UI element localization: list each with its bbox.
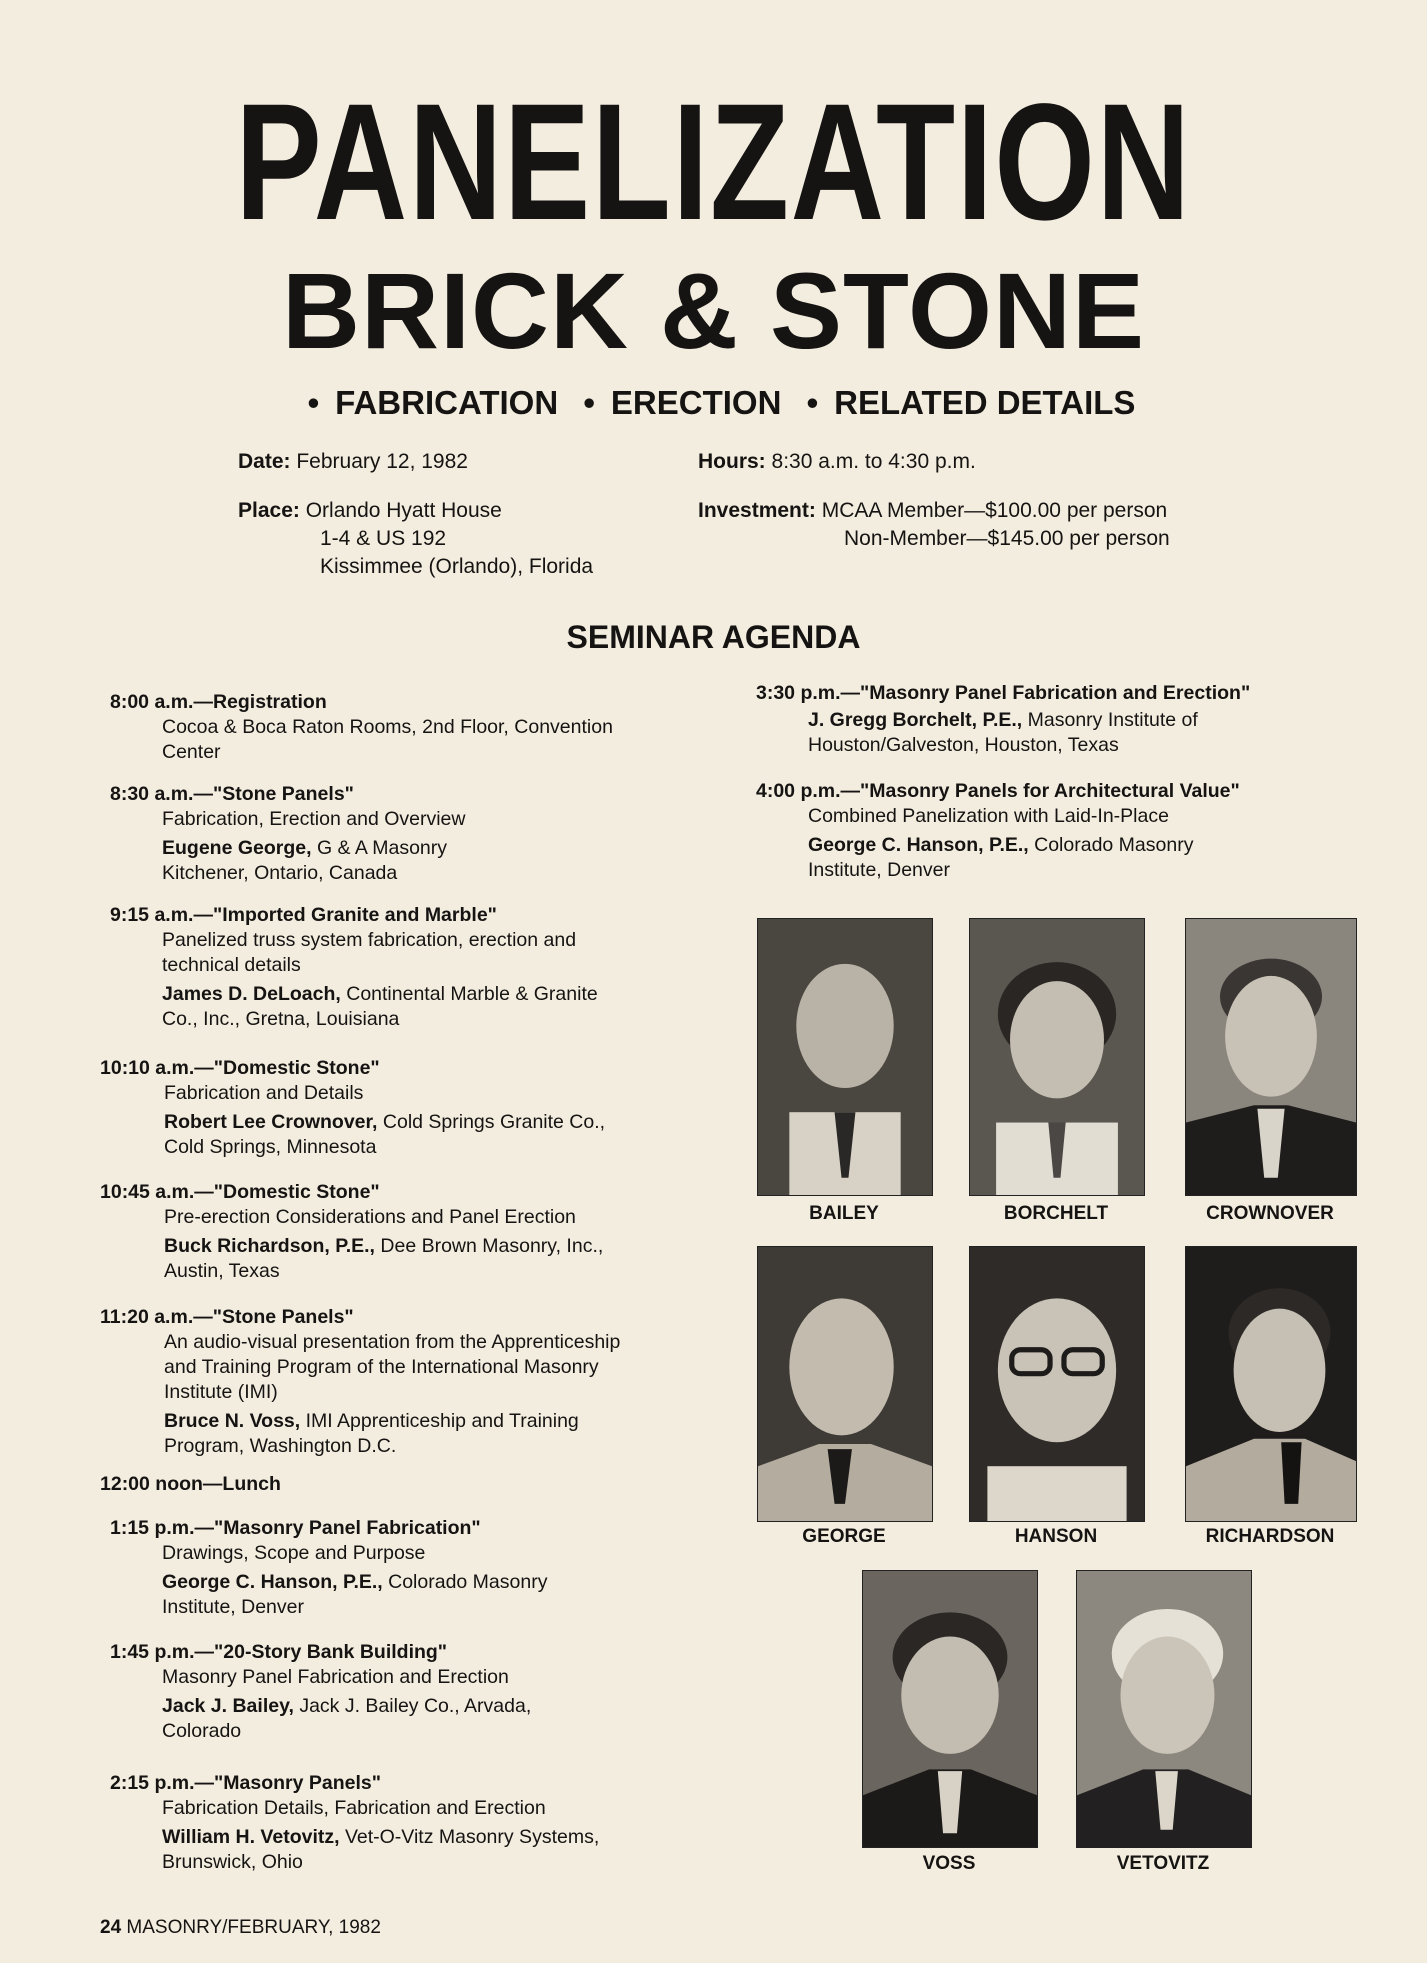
portrait-photo-voss — [862, 1570, 1038, 1848]
speaker-affil: Houston/Galveston, Houston, Texas — [808, 734, 1119, 756]
portrait-photo-borchelt — [969, 918, 1145, 1196]
speaker-name: Eugene George, — [162, 837, 312, 859]
speaker-affil: Dee Brown Masonry, Inc., — [374, 1235, 604, 1257]
topic: RELATED DETAILS — [834, 384, 1136, 421]
agenda-item — [100, 1472, 281, 1497]
speaker — [110, 836, 465, 861]
portrait-photo-hanson — [969, 1246, 1145, 1522]
speaker-name: Bruce N. Voss, — [164, 1410, 301, 1432]
speaker-affil: Colorado Masonry — [382, 1571, 548, 1593]
speaker-name: Robert Lee Crownover, — [164, 1111, 378, 1133]
speaker — [110, 1570, 547, 1595]
speaker-affil: Colorado — [162, 1720, 242, 1742]
agenda-time: 11:20 a.m.—"Stone Panels" — [100, 1306, 354, 1328]
investment-info — [698, 497, 1170, 553]
speaker — [110, 1694, 531, 1719]
agenda-desc: Drawings, Scope and Purpose — [162, 1542, 426, 1564]
agenda-item — [110, 1640, 531, 1744]
hours-value: 8:30 a.m. to 4:30 p.m. — [771, 450, 976, 473]
date-value: February 12, 1982 — [296, 450, 468, 473]
speaker-affil: Masonry Institute of — [1022, 709, 1198, 731]
agenda-item — [110, 782, 465, 886]
agenda-time: 8:00 a.m.—Registration — [110, 691, 327, 713]
speaker-affil: G & A Masonry — [311, 837, 448, 859]
photo-caption: RICHARDSON — [1205, 1526, 1335, 1547]
speaker — [110, 1825, 599, 1850]
agenda-item — [100, 1056, 605, 1160]
page-number: 24 — [100, 1917, 122, 1938]
speaker-affil: IMI Apprenticeship and Training — [300, 1410, 579, 1432]
portrait-photo-vetovitz — [1076, 1570, 1252, 1848]
speaker-name: J. Gregg Borchelt, P.E., — [808, 709, 1023, 731]
speaker-name: George C. Hanson, P.E., — [162, 1571, 383, 1593]
agenda-item — [110, 1771, 599, 1875]
photo-caption: VOSS — [922, 1853, 976, 1874]
agenda-time: 4:00 p.m.—"Masonry Panels for Architectural Value" — [756, 780, 1240, 802]
speaker-affil: Vet-O-Vitz Masonry Systems, — [339, 1826, 600, 1848]
speaker — [100, 1409, 620, 1434]
agenda-desc: technical details — [162, 954, 301, 976]
agenda-desc: Center — [162, 741, 221, 763]
speaker-affil: Brunswick, Ohio — [162, 1851, 303, 1873]
agenda-desc: Combined Panelization with Laid-In-Place — [808, 805, 1169, 827]
page-footer — [100, 1917, 381, 1939]
agenda-time: 2:15 p.m.—"Masonry Panels" — [110, 1772, 382, 1794]
speaker-name: George C. Hanson, P.E., — [808, 834, 1029, 856]
agenda-time: 12:00 noon—Lunch — [100, 1473, 281, 1495]
agenda-desc: and Training Program of the International Masonry — [164, 1356, 599, 1378]
agenda-item — [110, 690, 613, 765]
speaker — [110, 982, 598, 1007]
speaker-affil: Continental Marble & Granite — [340, 983, 598, 1005]
date-info — [238, 448, 468, 476]
speaker-affil: Institute, Denver — [162, 1596, 304, 1618]
speaker — [100, 1110, 605, 1135]
topics-line — [0, 383, 1427, 423]
place-line: 1-4 & US 192 — [320, 527, 447, 550]
footer-text: MASONRY/FEBRUARY, 1982 — [121, 1917, 381, 1938]
agenda-item — [756, 681, 1250, 758]
agenda-desc: Panelized truss system fabrication, erection and — [162, 929, 577, 951]
photo-caption: CROWNOVER — [1206, 1203, 1334, 1224]
agenda-item — [756, 779, 1240, 883]
agenda-desc: Cocoa & Boca Raton Rooms, 2nd Floor, Convention — [162, 716, 613, 738]
photo-caption: BAILEY — [809, 1203, 879, 1224]
speaker-affil: Jack J. Bailey Co., Arvada, — [293, 1695, 532, 1717]
agenda-item — [110, 903, 598, 1032]
agenda-time: 1:15 p.m.—"Masonry Panel Fabrication" — [110, 1517, 481, 1539]
bullet-icon: • — [806, 384, 819, 421]
speaker-affil: Kitchener, Ontario, Canada — [162, 862, 398, 884]
place-line: Kissimmee (Orlando), Florida — [320, 555, 594, 578]
portrait-photo-george — [757, 1246, 933, 1522]
agenda-time: 8:30 a.m.—"Stone Panels" — [110, 783, 354, 805]
place-line: Orlando Hyatt House — [305, 499, 502, 522]
investment-line: MCAA Member—$100.00 per person — [821, 499, 1168, 522]
agenda-item — [100, 1180, 603, 1284]
agenda-desc: Fabrication, Erection and Overview — [162, 808, 466, 830]
speaker-affil: Program, Washington D.C. — [164, 1435, 397, 1457]
speaker-name: James D. DeLoach, — [162, 983, 341, 1005]
agenda-time: 1:45 p.m.—"20-Story Bank Building" — [110, 1641, 448, 1663]
speaker-affil: Austin, Texas — [164, 1260, 280, 1282]
agenda-desc: Masonry Panel Fabrication and Erection — [162, 1666, 509, 1688]
agenda-desc: Fabrication Details, Fabrication and Erection — [162, 1797, 546, 1819]
speaker-affil: Institute, Denver — [808, 859, 950, 881]
place-info — [238, 497, 593, 581]
topic: FABRICATION — [335, 384, 559, 421]
speaker — [756, 708, 1250, 733]
place-label: Place: — [238, 499, 300, 522]
photo-caption: HANSON — [1014, 1526, 1098, 1547]
topic: ERECTION — [610, 384, 782, 421]
speaker — [100, 1234, 603, 1259]
agenda-item — [100, 1305, 620, 1459]
bullet-icon: • — [307, 384, 320, 421]
agenda-desc: Institute (IMI) — [164, 1381, 278, 1403]
hours-info — [698, 448, 976, 476]
speaker-affil: Cold Springs Granite Co., — [377, 1111, 606, 1133]
page-title: PANELIZATION — [235, 70, 1192, 255]
photo-caption: GEORGE — [802, 1526, 886, 1547]
date-label: Date: — [238, 450, 291, 473]
hours-label: Hours: — [698, 450, 766, 473]
portrait-photo-bailey — [757, 918, 933, 1196]
speaker-affil: Cold Springs, Minnesota — [164, 1136, 377, 1158]
agenda-item — [110, 1516, 547, 1620]
bullet-icon: • — [583, 384, 595, 421]
portrait-photo-richardson — [1185, 1246, 1357, 1522]
agenda-time: 3:30 p.m.—"Masonry Panel Fabrication and Erection" — [756, 682, 1251, 704]
photo-caption: VETOVITZ — [1116, 1853, 1210, 1874]
photo-caption: BORCHELT — [1003, 1203, 1109, 1224]
agenda-desc: Pre-erection Considerations and Panel Erection — [164, 1206, 576, 1228]
agenda-time: 10:45 a.m.—"Domestic Stone" — [100, 1181, 380, 1203]
agenda-desc: Fabrication and Details — [164, 1082, 364, 1104]
agenda-time: 10:10 a.m.—"Domestic Stone" — [100, 1057, 380, 1079]
speaker-name: Jack J. Bailey, — [162, 1695, 294, 1717]
investment-label: Investment: — [698, 499, 816, 522]
speaker-name: William H. Vetovitz, — [162, 1826, 340, 1848]
speaker-name: Buck Richardson, P.E., — [164, 1235, 375, 1257]
agenda-time: 9:15 a.m.—"Imported Granite and Marble" — [110, 904, 497, 926]
speaker-affil: Co., Inc., Gretna, Louisiana — [162, 1008, 400, 1030]
agenda-title: SEMINAR AGENDA — [566, 619, 861, 655]
portrait-photo-crownover — [1185, 918, 1357, 1196]
investment-line: Non-Member—$145.00 per person — [844, 527, 1170, 550]
page-subtitle: BRICK & STONE — [281, 250, 1146, 371]
speaker — [756, 833, 1240, 858]
speaker-affil: Colorado Masonry — [1028, 834, 1194, 856]
agenda-desc: An audio-visual presentation from the Apprenticeship — [164, 1331, 621, 1353]
